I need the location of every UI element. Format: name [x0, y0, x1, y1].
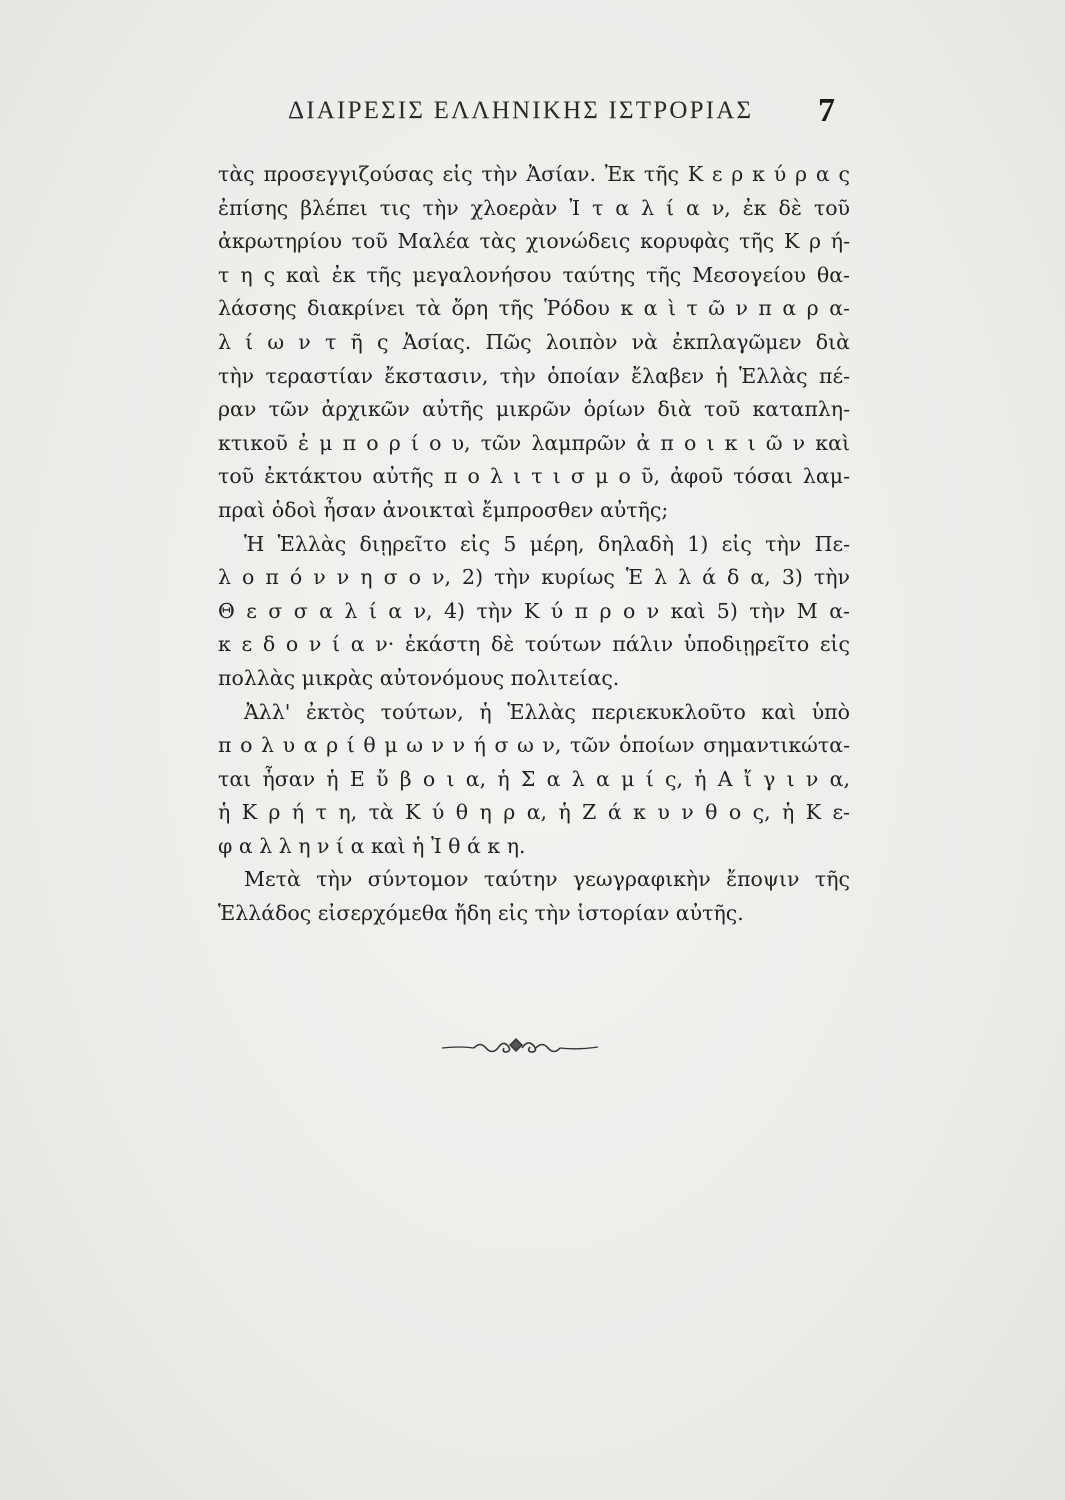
- text-line: Θ ε σ σ α λ ί α ν, 4) τὴν Κ ύ π ρ ο ν καὶ 5) τὴν Μ α-: [218, 598, 850, 623]
- text-line: ἀκρωτηρίου τοῦ Μαλέα τὰς χιονώδεις κορυφὰς τῆς Κ ρ ή-: [218, 229, 850, 254]
- text-line: τὰς προσεγγιζούσας εἰς τὴν Ἀσίαν. Ἐκ τῆς Κ ε ρ κ ύ ρ α ς: [218, 162, 850, 186]
- text-line: λ ί ω ν τ ῆ ς Ἀσίας. Πῶς λοιπὸν νὰ ἐκπλαγῶμεν διὰ: [218, 329, 850, 354]
- text-line: τ η ς καὶ ἐκ τῆς μεγαλονήσου ταύτης τῆς Μεσογείου θα-: [218, 262, 850, 287]
- text-line: ραν τῶν ἀρχικῶν αὐτῆς μικρῶν ὁρίων διὰ τοῦ καταπλη-: [218, 397, 850, 422]
- decorative-ornament-icon: [440, 1032, 600, 1062]
- text-line: Μετὰ τὴν σύντομον ταύτην γεωγραφικὴν ἔποψιν τῆς: [244, 867, 850, 892]
- text-line: ἐπίσης βλέπει τις τὴν χλοερὰν Ἰ τ α λ ί α ν, ἐκ δὲ τοῦ: [218, 195, 850, 220]
- running-title: ΔΙΑΙΡΕΣΙΣ ΕΛΛΗΝΙΚΗΣ ΙΣΤΡΟΡΙΑΣ: [288, 97, 754, 124]
- page-number: 7: [818, 92, 835, 129]
- text-line: τοῦ ἐκτάκτου αὐτῆς π ο λ ι τ ι σ μ ο ῦ, ἀφοῦ τόσαι λαμ-: [218, 464, 850, 489]
- text-line: πολλὰς μικρὰς αὐτονόμους πολιτείας.: [218, 665, 620, 690]
- text-line: λάσσης διακρίνει τὰ ὄρη τῆς Ῥόδου κ α ὶ τ ῶ ν π α ρ α-: [218, 296, 850, 321]
- text-line: λ ο π ό ν ν η σ ο ν, 2) τὴν κυρίως Ἑ λ λ ά δ α, 3) τὴν: [218, 565, 850, 590]
- text-line: ἡ Κ ρ ή τ η, τὰ Κ ύ θ η ρ α, ἡ Ζ ά κ υ ν θ ο ς, ἡ Κ ε-: [218, 800, 850, 825]
- text-line: πραὶ ὁδοὶ ἦσαν ἀνοικταὶ ἔμπροσθεν αὐτῆς;: [218, 497, 669, 522]
- body-text: [218, 158, 850, 931]
- text-line: φ α λ λ η ν ί α καὶ ἡ Ἰ θ ά κ η.: [218, 833, 526, 858]
- text-line: Ἀλλ' ἐκτὸς τούτων, ἡ Ἑλλὰς περιεκυκλοῦτο καὶ ὑπὸ: [244, 699, 850, 724]
- text-line: π ο λ υ α ρ ί θ μ ω ν ν ή σ ω ν, τῶν ὁποίων σημαντικώτα-: [218, 733, 850, 758]
- text-line: κτικοῦ ἐ μ π ο ρ ί ο υ, τῶν λαμπρῶν ἀ π ο ι κ ι ῶ ν καὶ: [218, 430, 850, 455]
- text-line: ται ἦσαν ἡ Ε ὔ β ο ι α, ἡ Σ α λ α μ ί ς, ἡ Α ἴ γ ι ν α,: [218, 766, 850, 791]
- text-line: Ἡ Ἑλλὰς διῃρεῖτο εἰς 5 μέρη, δηλαδὴ 1) εἰς τὴν Πε-: [244, 531, 850, 556]
- text-line: κ ε δ ο ν ί α ν· ἑκάστη δὲ τούτων πάλιν ὑποδιῃρεῖτο εἰς: [218, 632, 850, 657]
- text-line: Ἑλλάδος εἰσερχόμεθα ἤδη εἰς τὴν ἱστορίαν αὐτῆς.: [218, 901, 744, 926]
- text-line: τὴν τεραστίαν ἔκστασιν, τὴν ὁποίαν ἔλαβεν ἡ Ἑλλὰς πέ-: [218, 363, 850, 388]
